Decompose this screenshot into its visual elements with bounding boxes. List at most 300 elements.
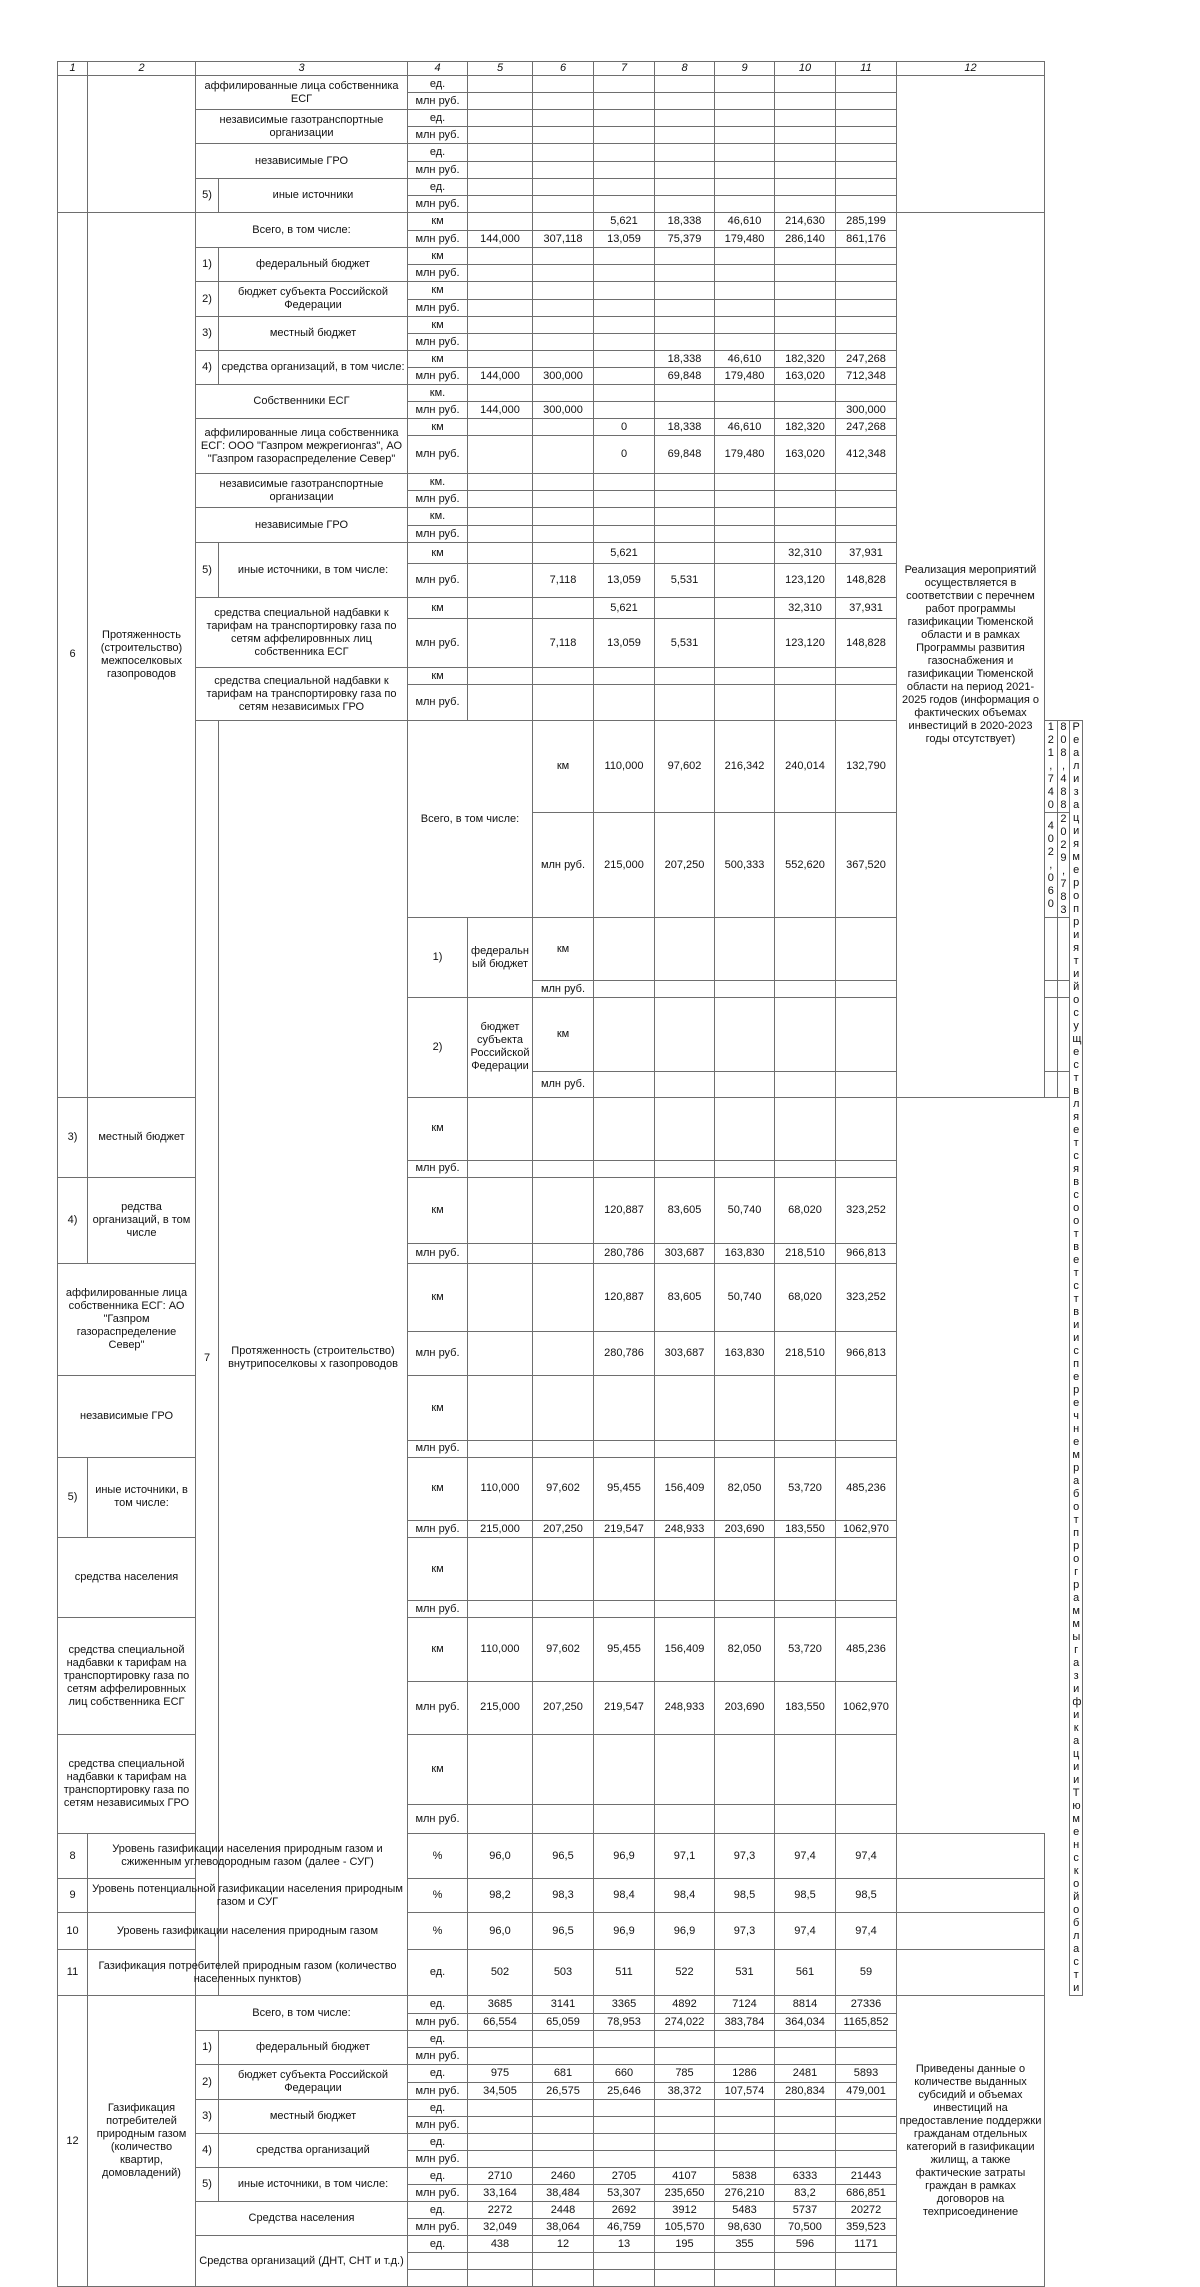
- column-number: 3: [196, 62, 408, 76]
- table-cell: [594, 1097, 655, 1160]
- table-cell: 280,834: [775, 2083, 836, 2100]
- table-cell: 195: [655, 2236, 715, 2253]
- table-cell: 46,759: [594, 2219, 655, 2236]
- table-cell: [594, 127, 655, 144]
- table-cell: 2705: [594, 2168, 655, 2185]
- table-cell: [533, 419, 594, 436]
- table-cell: [655, 2253, 715, 2270]
- column-number: 2: [88, 62, 196, 76]
- table-cell: [594, 179, 655, 196]
- table-cell: [468, 351, 533, 368]
- table-cell: 5,621: [594, 598, 655, 619]
- table-cell: [836, 334, 897, 351]
- table-cell: [533, 2100, 594, 2117]
- table-cell: [775, 526, 836, 543]
- table-cell: [594, 144, 655, 162]
- table-cell: [594, 334, 655, 351]
- table-cell: 98,5: [775, 1879, 836, 1913]
- table-cell: млн руб.: [408, 93, 468, 110]
- table-cell: [655, 2117, 715, 2134]
- table-cell: [468, 564, 533, 598]
- table-cell: [533, 385, 594, 402]
- table-cell: [836, 981, 897, 998]
- table-cell: 503: [533, 1950, 594, 1996]
- table-cell: Всего, в том числе:: [408, 721, 533, 918]
- table-cell: 46,610: [715, 351, 775, 368]
- column-number-row: [58, 62, 1083, 76]
- table-cell: Средства населения: [196, 2202, 408, 2236]
- table-cell: [715, 334, 775, 351]
- table-cell: млн руб.: [408, 231, 468, 248]
- table-cell: [655, 1734, 715, 1804]
- table-cell: [836, 179, 897, 196]
- table-cell: [715, 300, 775, 317]
- table-cell: 276,210: [715, 2185, 775, 2202]
- table-cell: 11: [58, 1950, 88, 1996]
- table-cell: 69,848: [655, 436, 715, 474]
- table-cell: 38,064: [533, 2219, 594, 2236]
- table-cell: 1062,970: [836, 1521, 897, 1538]
- table-cell: [836, 1805, 897, 1834]
- table-cell: 1): [408, 918, 468, 998]
- table-cell: ед.: [408, 1950, 468, 1996]
- table-cell: 1171: [836, 2236, 897, 2253]
- table-cell: 2460: [533, 2168, 594, 2185]
- table-cell: млн руб.: [408, 491, 468, 508]
- table-cell: 2272: [468, 2202, 533, 2219]
- table-cell: 364,034: [775, 2014, 836, 2031]
- table-body: [58, 62, 1083, 2287]
- table-cell: 1062,970: [836, 1681, 897, 1734]
- table-cell: [836, 1538, 897, 1601]
- table-cell: [715, 1538, 775, 1601]
- table-cell: 5838: [715, 2168, 775, 2185]
- table-cell: [836, 1097, 897, 1160]
- table-cell: 53,307: [594, 2185, 655, 2202]
- table-cell: [715, 144, 775, 162]
- table-cell: 3912: [655, 2202, 715, 2219]
- table-cell: [836, 127, 897, 144]
- table-cell: 412,348: [836, 436, 897, 474]
- table-cell: млн руб.: [408, 2151, 468, 2168]
- table-cell: 13: [594, 2236, 655, 2253]
- table-cell: 552,620: [775, 813, 836, 918]
- table-cell: ед.: [408, 179, 468, 196]
- table-cell: 97,4: [775, 1834, 836, 1879]
- table-cell: [715, 179, 775, 196]
- table-cell: независимые ГРО: [196, 508, 408, 543]
- table-cell: [775, 2270, 836, 2287]
- table-cell: 105,570: [655, 2219, 715, 2236]
- table-cell: [58, 76, 88, 213]
- table-cell: [468, 76, 533, 93]
- table-cell: 1): [196, 248, 219, 282]
- table-cell: млн руб.: [408, 368, 468, 385]
- table-cell: [533, 334, 594, 351]
- table-cell: [897, 76, 1045, 213]
- table-cell: 522: [655, 1950, 715, 1996]
- table-cell: [775, 508, 836, 526]
- table-cell: 438: [468, 2236, 533, 2253]
- table-cell: млн руб.: [408, 436, 468, 474]
- table-cell: [775, 162, 836, 179]
- table-cell: 98,2: [468, 1879, 533, 1913]
- table-cell: [655, 2100, 715, 2117]
- table-cell: млн руб.: [408, 2048, 468, 2065]
- table-cell: 37,931: [836, 598, 897, 619]
- table-cell: [715, 1440, 775, 1457]
- table-cell: 247,268: [836, 351, 897, 368]
- table-cell: 6: [58, 213, 88, 1098]
- table-row: [58, 1879, 1083, 1913]
- table-cell: [655, 668, 715, 685]
- table-cell: 2): [408, 998, 468, 1097]
- table-cell: [468, 300, 533, 317]
- table-cell: [775, 2253, 836, 2270]
- table-cell: 2710: [468, 2168, 533, 2185]
- table-cell: [836, 2031, 897, 2048]
- table-cell: [533, 110, 594, 127]
- table-cell: 247,268: [836, 419, 897, 436]
- table-cell: [533, 598, 594, 619]
- table-cell: 59: [836, 1950, 897, 1996]
- table-cell: [468, 474, 533, 491]
- table-cell: [594, 474, 655, 491]
- table-cell: 303,687: [655, 1332, 715, 1376]
- table-cell: 53,720: [775, 1618, 836, 1681]
- table-cell: 2): [196, 282, 219, 317]
- table-cell: [836, 110, 897, 127]
- table-cell: 18,338: [655, 213, 715, 231]
- table-cell: [836, 76, 897, 93]
- table-cell: иные источники, в том числе:: [219, 2168, 408, 2202]
- table-cell: 69,848: [655, 368, 715, 385]
- table-cell: [533, 127, 594, 144]
- table-cell: млн руб.: [533, 1071, 594, 1097]
- table-cell: [836, 918, 897, 981]
- table-cell: [836, 1734, 897, 1804]
- table-cell: [468, 1734, 533, 1804]
- table-cell: [468, 1440, 533, 1457]
- table-cell: 179,480: [715, 436, 775, 474]
- table-cell: [715, 317, 775, 334]
- table-cell: [775, 110, 836, 127]
- table-cell: независимые газотранспортные организации: [196, 474, 408, 508]
- table-cell: км: [408, 1376, 468, 1440]
- table-cell: [775, 402, 836, 419]
- table-cell: [775, 998, 836, 1072]
- table-cell: 107,574: [715, 2083, 775, 2100]
- table-cell: [836, 1071, 897, 1097]
- table-cell: млн руб.: [408, 2083, 468, 2100]
- table-cell: [468, 419, 533, 436]
- table-cell: [533, 436, 594, 474]
- table-cell: 5): [196, 2168, 219, 2202]
- table-cell: [775, 2151, 836, 2168]
- table-cell: 0: [594, 436, 655, 474]
- table-cell: млн руб.: [408, 2185, 468, 2202]
- table-cell: [897, 1834, 1045, 1879]
- table-cell: [836, 317, 897, 334]
- table-cell: [715, 2100, 775, 2117]
- table-cell: км: [408, 1097, 468, 1160]
- table-cell: бюджет субъекта Российской Федерации: [219, 282, 408, 317]
- table-cell: млн руб.: [408, 685, 468, 721]
- table-cell: редства организаций, в том числе: [88, 1177, 196, 1263]
- column-number: 6: [533, 62, 594, 76]
- table-cell: [715, 248, 775, 265]
- table-cell: [533, 2270, 594, 2287]
- table-cell: 8: [58, 1834, 88, 1879]
- table-cell: ед.: [408, 2065, 468, 2083]
- table-cell: 97,1: [655, 1834, 715, 1879]
- table-cell: [775, 668, 836, 685]
- table-cell: 46,610: [715, 213, 775, 231]
- table-cell: 98,4: [655, 1879, 715, 1913]
- table-cell: км: [533, 998, 594, 1072]
- table-cell: [533, 1264, 594, 1332]
- table-cell: [594, 265, 655, 282]
- table-cell: 8814: [775, 1996, 836, 2014]
- table-cell: 82,050: [715, 1457, 775, 1520]
- table-cell: [836, 282, 897, 300]
- table-cell: [655, 2048, 715, 2065]
- table-cell: 367,520: [836, 813, 897, 918]
- table-cell: 2481: [775, 2065, 836, 2083]
- table-cell: Протяженность (строительство) внутрипоселковы х газопроводов: [219, 721, 408, 1996]
- table-cell: [594, 508, 655, 526]
- table-cell: [836, 300, 897, 317]
- table-cell: млн руб.: [408, 1805, 468, 1834]
- table-cell: [533, 2048, 594, 2065]
- table-cell: [533, 351, 594, 368]
- table-cell: [655, 300, 715, 317]
- table-cell: [468, 1805, 533, 1834]
- table-row: [58, 76, 1083, 93]
- table-cell: [468, 2270, 533, 2287]
- table-cell: [468, 668, 533, 685]
- table-cell: 37,931: [836, 543, 897, 564]
- table-cell: [715, 2048, 775, 2065]
- table-cell: км.: [408, 474, 468, 491]
- table-cell: [775, 265, 836, 282]
- table-cell: [775, 981, 836, 998]
- table-cell: [468, 508, 533, 526]
- table-cell: 323,252: [836, 1264, 897, 1332]
- table-cell: [594, 2031, 655, 2048]
- table-cell: млн руб.: [533, 981, 594, 998]
- table-cell: [468, 2048, 533, 2065]
- table-cell: [715, 385, 775, 402]
- table-cell: [715, 543, 775, 564]
- table-cell: [715, 2134, 775, 2151]
- table-cell: [655, 1071, 715, 1097]
- table-cell: 286,140: [775, 231, 836, 248]
- table-cell: 3): [196, 317, 219, 351]
- table-cell: 215,000: [468, 1681, 533, 1734]
- table-cell: 861,176: [836, 231, 897, 248]
- table-cell: [715, 918, 775, 981]
- table-cell: [655, 385, 715, 402]
- table-cell: [468, 110, 533, 127]
- table-cell: [836, 2048, 897, 2065]
- table-cell: 97,602: [655, 721, 715, 813]
- table-cell: [468, 1376, 533, 1440]
- table-cell: [533, 196, 594, 213]
- table-cell: 163,830: [715, 1244, 775, 1264]
- table-row: [58, 1834, 1083, 1879]
- table-cell: [836, 248, 897, 265]
- table-cell: 215,000: [468, 1521, 533, 1538]
- table-cell: ед.: [408, 76, 468, 93]
- table-cell: 12: [58, 1996, 88, 2287]
- table-cell: [715, 1376, 775, 1440]
- column-number: 11: [836, 62, 897, 76]
- table-cell: иные источники: [219, 179, 408, 213]
- table-cell: ед.: [408, 1996, 468, 2014]
- table-cell: 38,484: [533, 2185, 594, 2202]
- table-cell: [715, 1805, 775, 1834]
- table-cell: 21443: [836, 2168, 897, 2185]
- table-cell: аффилированные лица собственника ЕСГ: АО "Газпром газораспределение Север": [58, 1264, 196, 1376]
- table-cell: местный бюджет: [219, 2100, 408, 2134]
- table-cell: [468, 1244, 533, 1264]
- table-cell: 96,9: [594, 1913, 655, 1950]
- table-cell: 65,059: [533, 2014, 594, 2031]
- table-cell: [655, 402, 715, 419]
- table-cell: 4): [58, 1177, 88, 1263]
- table-cell: [1057, 981, 1070, 998]
- table-cell: [468, 598, 533, 619]
- table-cell: [468, 1097, 533, 1160]
- table-cell: [655, 598, 715, 619]
- gasification-table: [57, 61, 1083, 2287]
- table-cell: [775, 2117, 836, 2134]
- table-cell: [715, 1097, 775, 1160]
- table-cell: средства специальной надбавки к тарифам на транспортировку газа по сетям независимых ГРО: [196, 668, 408, 721]
- table-cell: [594, 2100, 655, 2117]
- table-cell: [533, 1160, 594, 1177]
- table-cell: средства специальной надбавки к тарифам на транспортировку газа по сетям аффелировнных лиц собственника ЕСГ: [58, 1618, 196, 1734]
- table-cell: [836, 474, 897, 491]
- table-cell: [655, 491, 715, 508]
- table-cell: [715, 1734, 775, 1804]
- table-cell: 300,000: [533, 368, 594, 385]
- table-cell: [655, 317, 715, 334]
- table-cell: [533, 2031, 594, 2048]
- table-cell: средства специальной надбавки к тарифам на транспортировку газа по сетям независимых ГРО: [58, 1734, 196, 1833]
- table-cell: [1057, 998, 1070, 1072]
- table-cell: [533, 1601, 594, 1618]
- table-cell: 3): [58, 1097, 88, 1177]
- table-cell: [655, 508, 715, 526]
- table-cell: млн руб.: [408, 1681, 468, 1734]
- table-cell: 785: [655, 2065, 715, 2083]
- table-cell: [655, 76, 715, 93]
- table-cell: [533, 93, 594, 110]
- table-cell: [775, 93, 836, 110]
- table-cell: [468, 436, 533, 474]
- table-cell: [594, 1805, 655, 1834]
- table-cell: 712,348: [836, 368, 897, 385]
- table-cell: [468, 1264, 533, 1332]
- table-cell: [775, 248, 836, 265]
- table-cell: [594, 2134, 655, 2151]
- table-cell: [897, 1950, 1045, 1996]
- table-cell: 50,740: [715, 1177, 775, 1243]
- table-cell: 5): [196, 179, 219, 213]
- table-cell: ед.: [408, 2100, 468, 2117]
- table-cell: км: [408, 317, 468, 334]
- table-cell: [655, 2270, 715, 2287]
- table-cell: [715, 685, 775, 721]
- table-cell: [775, 144, 836, 162]
- table-cell: [715, 508, 775, 526]
- table-cell: км: [408, 1264, 468, 1332]
- table-cell: 207,250: [533, 1521, 594, 1538]
- table-cell: 120,887: [594, 1177, 655, 1243]
- table-cell: 96,5: [533, 1834, 594, 1879]
- table-cell: [655, 144, 715, 162]
- table-cell: [533, 1097, 594, 1160]
- table-cell: [594, 282, 655, 300]
- table-cell: [468, 265, 533, 282]
- table-cell: 97,3: [715, 1834, 775, 1879]
- table-cell: 144,000: [468, 402, 533, 419]
- table-cell: [715, 474, 775, 491]
- table-cell: [594, 998, 655, 1072]
- table-cell: [594, 1160, 655, 1177]
- table-cell: [533, 474, 594, 491]
- table-cell: бюджет субъекта Российской Федерации: [219, 2065, 408, 2100]
- table-cell: 25,646: [594, 2083, 655, 2100]
- table-cell: [533, 2117, 594, 2134]
- table-cell: 219,547: [594, 1681, 655, 1734]
- table-cell: [715, 282, 775, 300]
- table-cell: [533, 2253, 594, 2270]
- table-cell: [468, 248, 533, 265]
- table-cell: 12: [533, 2236, 594, 2253]
- table-cell: иные источники, в том числе:: [219, 543, 408, 598]
- table-cell: км: [408, 282, 468, 300]
- table-cell: 83,605: [655, 1177, 715, 1243]
- table-cell: 179,480: [715, 368, 775, 385]
- table-cell: [533, 248, 594, 265]
- table-cell: [775, 1376, 836, 1440]
- table-cell: %: [408, 1879, 468, 1913]
- table-cell: [655, 248, 715, 265]
- table-cell: 4892: [655, 1996, 715, 2014]
- table-cell: [775, 474, 836, 491]
- table-cell: км: [408, 1457, 468, 1520]
- table-cell: 46,610: [715, 419, 775, 436]
- table-cell: 808,488: [1057, 721, 1070, 813]
- table-cell: [655, 2031, 715, 2048]
- table-cell: [468, 2134, 533, 2151]
- table-cell: 248,933: [655, 1681, 715, 1734]
- table-cell: 7,118: [533, 619, 594, 668]
- table-cell: [594, 76, 655, 93]
- table-cell: средства специальной надбавки к тарифам на транспортировку газа по сетям аффелировнных лиц собственника ЕСГ: [196, 598, 408, 668]
- table-cell: [775, 2134, 836, 2151]
- column-number: 1: [58, 62, 88, 76]
- table-cell: аффилированные лица собственника ЕСГ: ООО "Газпром межрегионгаз", АО "Газпром газораспределение Север": [196, 419, 408, 474]
- table-cell: [1057, 1071, 1070, 1097]
- table-cell: 144,000: [468, 231, 533, 248]
- table-cell: 511: [594, 1950, 655, 1996]
- table-cell: [594, 1440, 655, 1457]
- table-cell: [533, 2134, 594, 2151]
